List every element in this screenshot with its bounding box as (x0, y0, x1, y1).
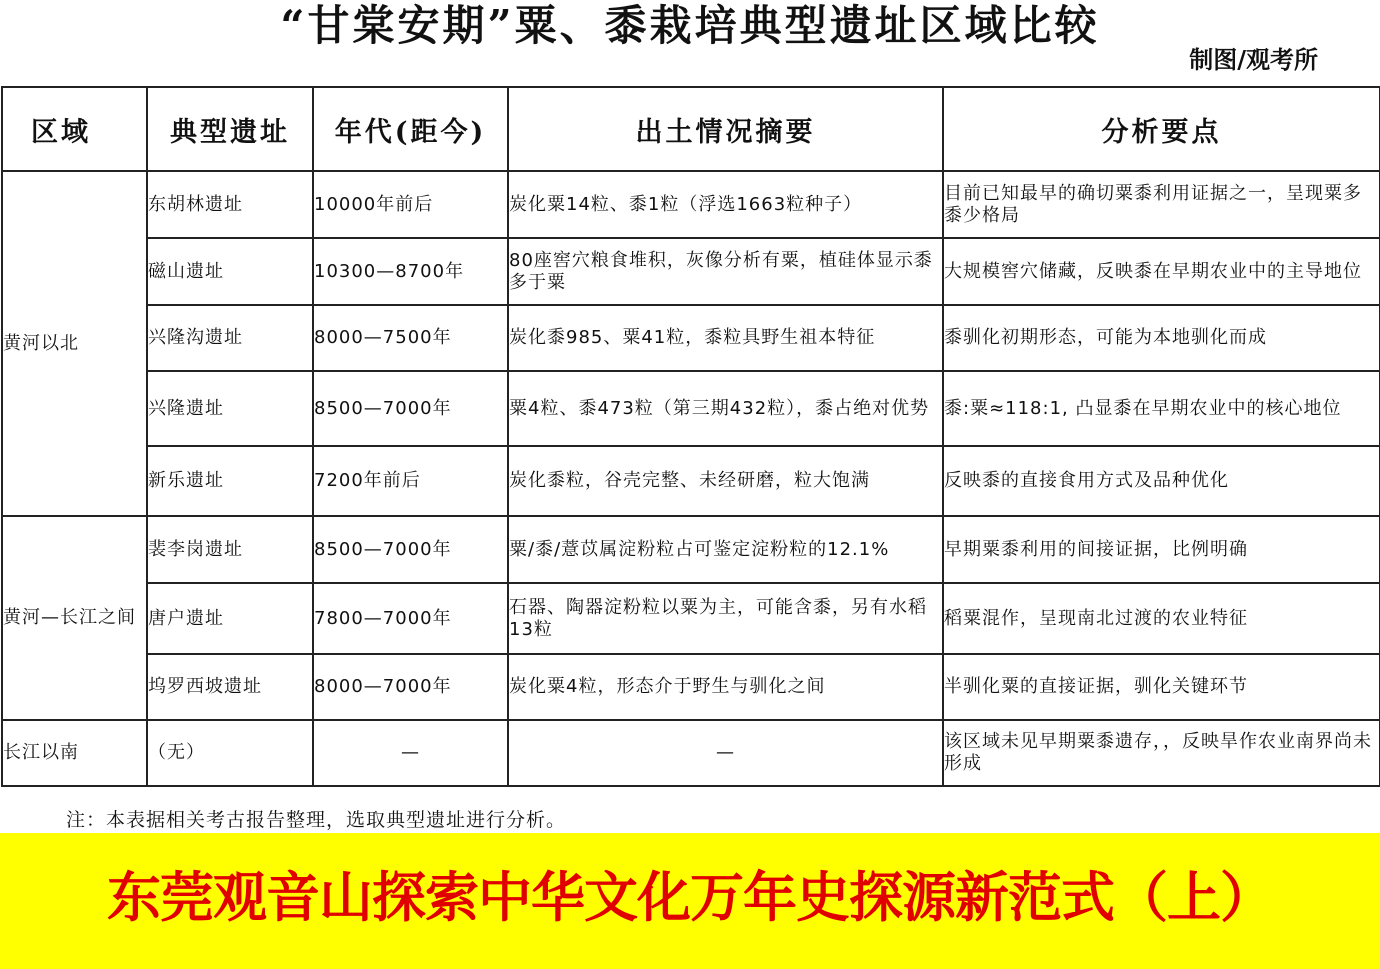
table-row (2, 171, 1380, 238)
summary-cell: 粟/黍/薏苡属淀粉粒占可鉴定淀粉粒的12.1% (508, 516, 943, 583)
era-cell: 10000年前后 (313, 171, 508, 238)
analysis-cell: 大规模窖穴储藏，反映黍在早期农业中的主导地位 (943, 238, 1380, 305)
analysis-cell: 黍驯化初期形态，可能为本地驯化而成 (943, 305, 1380, 371)
site-cell: 唐户遗址 (147, 583, 313, 654)
era-cell: 8500—7000年 (313, 516, 508, 583)
site-cell: 坞罗西坡遗址 (147, 654, 313, 720)
summary-cell: 石器、陶器淀粉粒以粟为主，可能含黍，另有水稻13粒 (508, 583, 943, 654)
column-header-analysis: 分析要点 (943, 87, 1380, 171)
region-cell: 黄河以北 (2, 171, 147, 516)
site-cell: 东胡林遗址 (147, 171, 313, 238)
era-cell: 8000—7000年 (313, 654, 508, 720)
table-row (2, 516, 1380, 583)
region-cell: 长江以南 (2, 720, 147, 786)
summary-cell: 炭化粟4粒，形态介于野生与驯化之间 (508, 654, 943, 720)
analysis-cell: 稻粟混作，呈现南北过渡的农业特征 (943, 583, 1380, 654)
site-cell: 兴隆遗址 (147, 371, 313, 446)
analysis-cell: 黍:粟≈118:1, 凸显黍在早期农业中的核心地位 (943, 371, 1380, 446)
analysis-cell: 目前已知最早的确切粟黍利用证据之一，呈现粟多黍少格局 (943, 171, 1380, 238)
summary-cell: 炭化粟14粒、黍1粒（浮选1663粒种子） (508, 171, 943, 238)
table-footnote: 注：本表据相关考古报告整理，选取典型遗址进行分析。 (66, 809, 567, 831)
table-row (2, 720, 1380, 786)
era-cell: — (313, 720, 508, 786)
table-row (2, 654, 1380, 720)
page-title: “甘棠安期”粟、黍栽培典型遗址区域比较 (280, 1, 1100, 50)
column-header-site: 典型遗址 (147, 87, 313, 171)
summary-cell: 炭化黍粒，谷壳完整、未经研磨，粒大饱满 (508, 446, 943, 516)
table-row (2, 446, 1380, 516)
analysis-cell: 半驯化粟的直接证据，驯化关键环节 (943, 654, 1380, 720)
analysis-cell: 反映黍的直接食用方式及品种优化 (943, 446, 1380, 516)
column-header-era: 年代(距今) (313, 87, 508, 171)
region-cell: 黄河—长江之间 (2, 516, 147, 720)
analysis-cell: 早期粟黍利用的间接证据，比例明确 (943, 516, 1380, 583)
table-row (2, 583, 1380, 654)
site-cell: 新乐遗址 (147, 446, 313, 516)
era-cell: 8000—7500年 (313, 305, 508, 371)
era-cell: 10300—8700年 (313, 238, 508, 305)
summary-cell: 粟4粒、黍473粒（第三期432粒），黍占绝对优势 (508, 371, 943, 446)
era-cell: 7200年前后 (313, 446, 508, 516)
chart-credit: 制图/观考所 (1189, 45, 1318, 74)
analysis-cell: 该区域未见早期粟黍遗存，，反映旱作农业南界尚未形成 (943, 720, 1380, 786)
summary-cell: 80座窖穴粮食堆积，灰像分析有粟，植硅体显示黍多于粟 (508, 238, 943, 305)
table-row (2, 371, 1380, 446)
site-cell: （无） (147, 720, 313, 786)
comparison-table (1, 86, 1380, 787)
site-cell: 兴隆沟遗址 (147, 305, 313, 371)
table-row (2, 238, 1380, 305)
era-cell: 8500—7000年 (313, 371, 508, 446)
banner-title: 东莞观音山探索中华文化万年史探源新范式（上） (107, 866, 1273, 929)
site-cell: 裴李岗遗址 (147, 516, 313, 583)
column-header-region: 区域 (2, 87, 147, 171)
summary-cell: 炭化黍985、粟41粒，黍粒具野生祖本特征 (508, 305, 943, 371)
table-header-row (2, 87, 1380, 171)
table-row (2, 305, 1380, 371)
banner (0, 833, 1380, 969)
site-cell: 磁山遗址 (147, 238, 313, 305)
column-header-summary: 出土情况摘要 (508, 87, 943, 171)
summary-cell: — (508, 720, 943, 786)
era-cell: 7800—7000年 (313, 583, 508, 654)
